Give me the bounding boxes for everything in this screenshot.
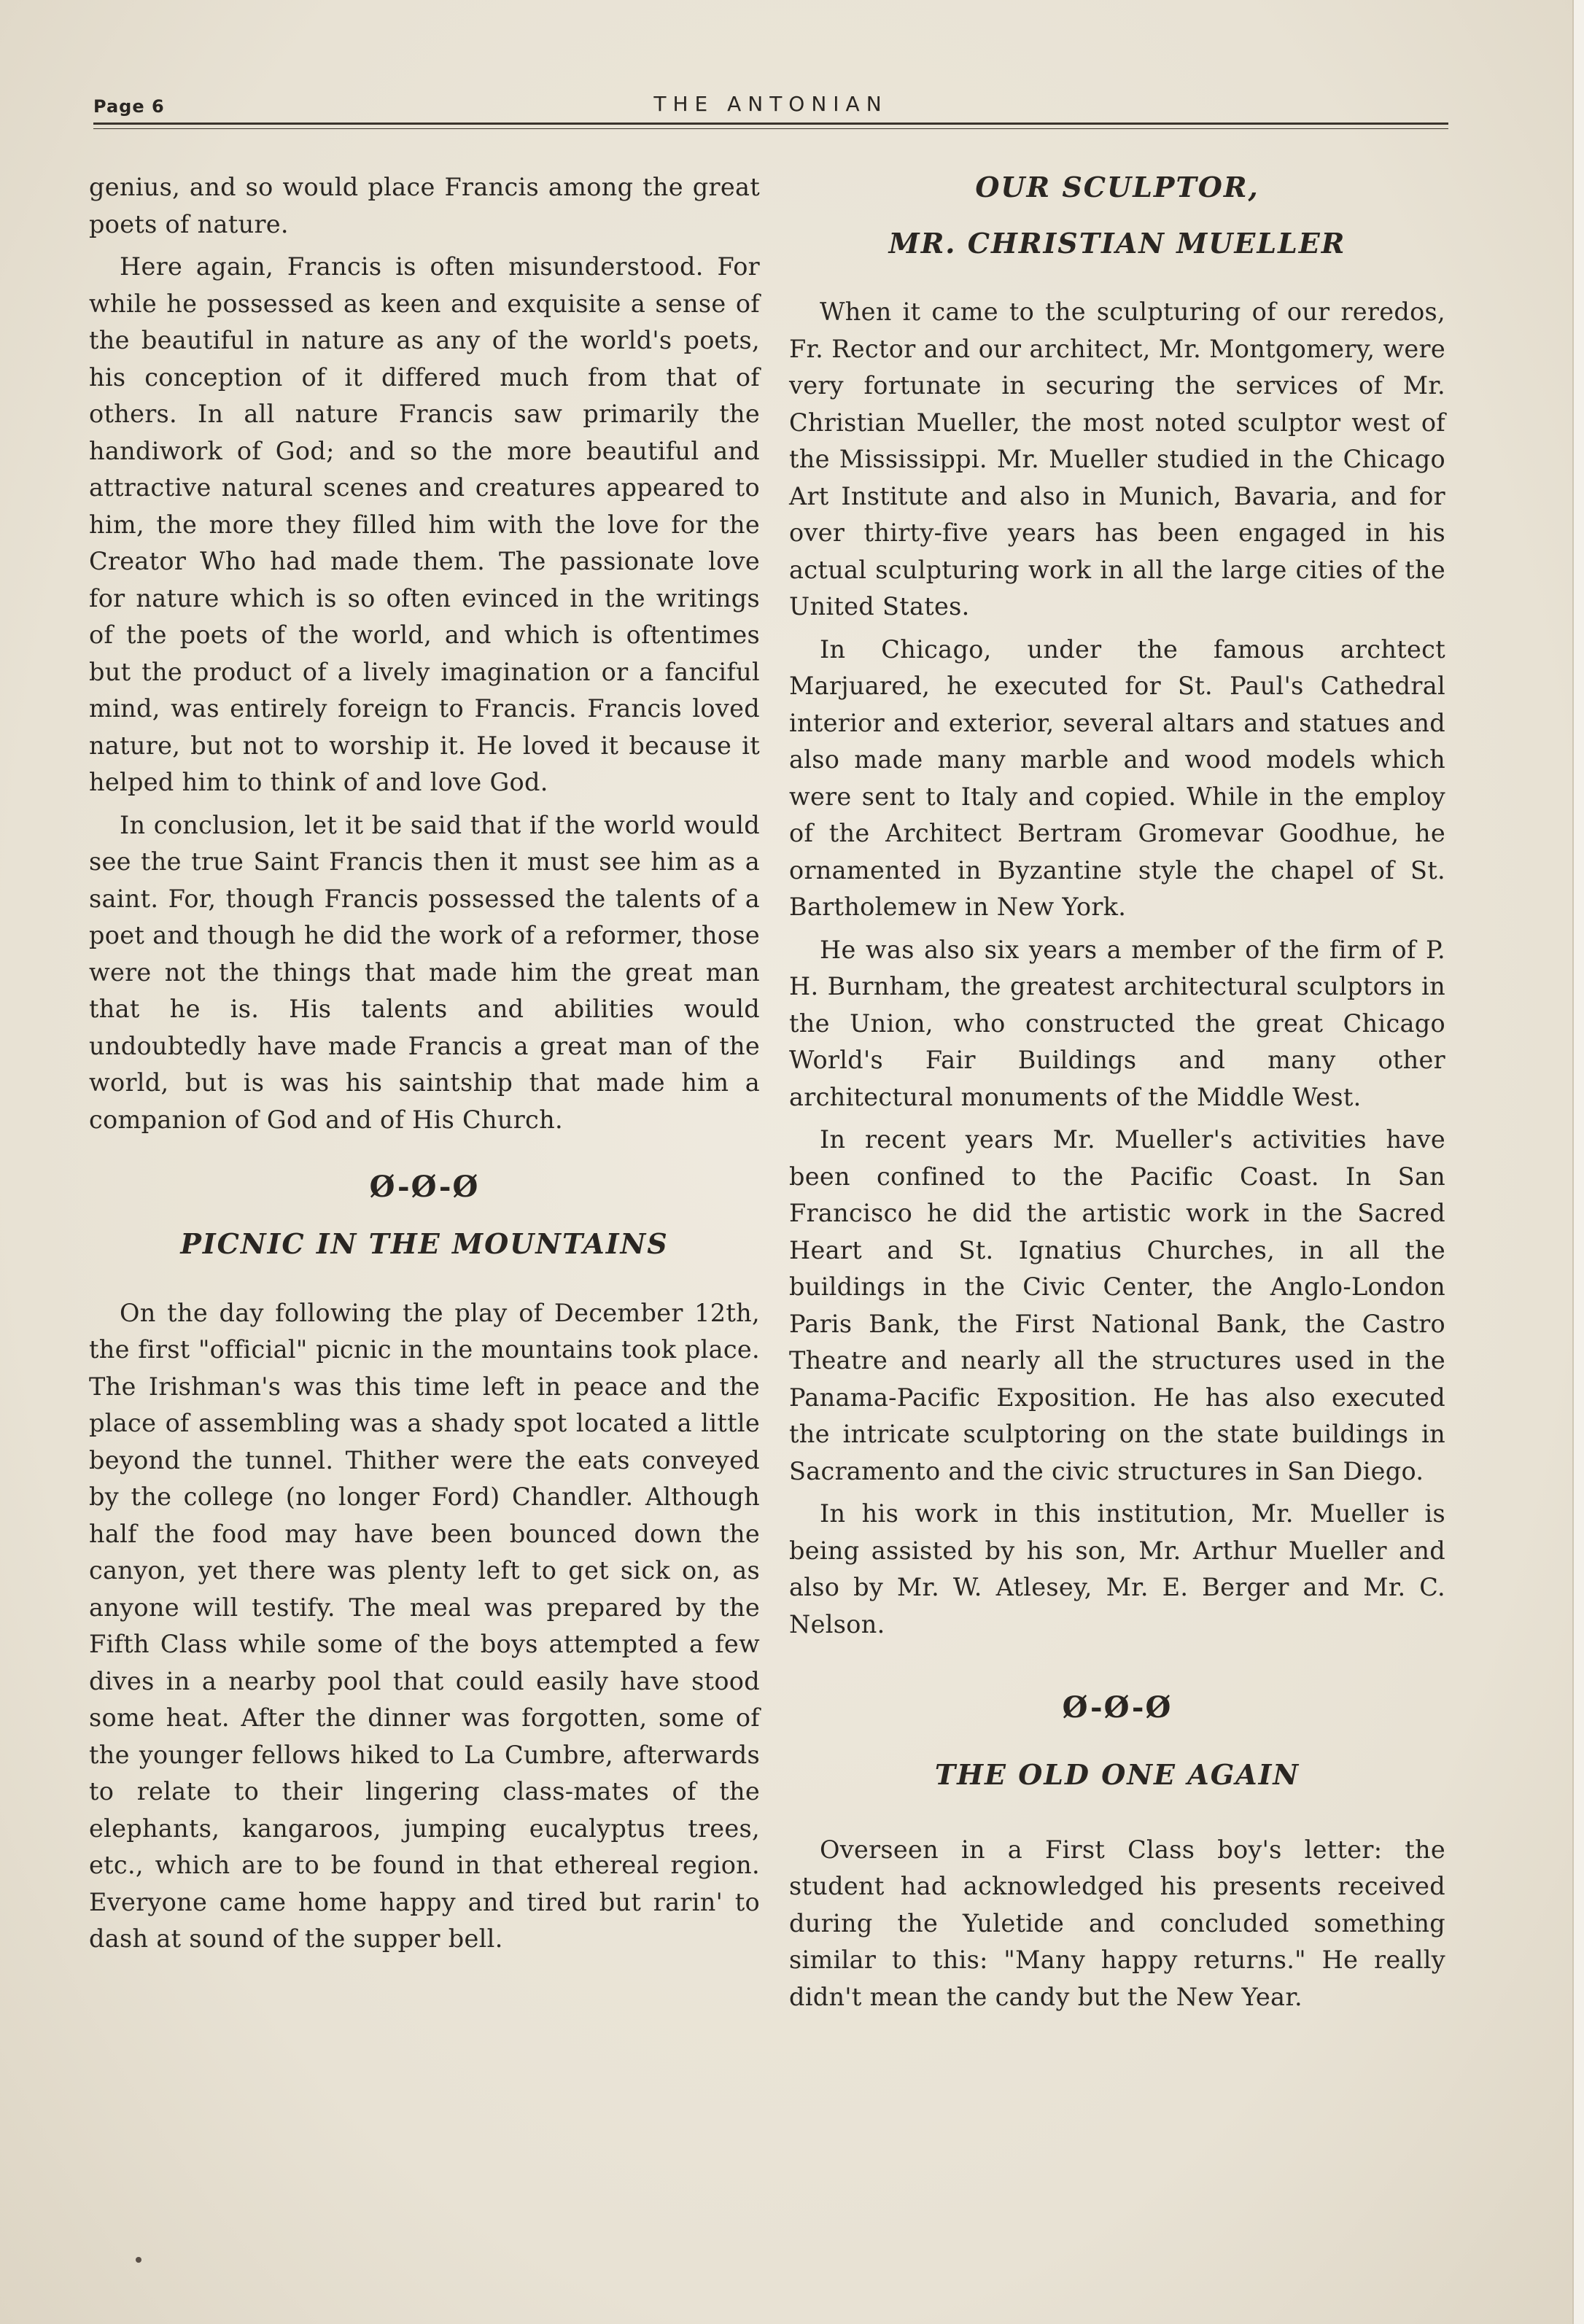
page-edge xyxy=(1572,0,1584,2324)
article-subheading-sculptor: MR. CHRISTIAN MUELLER xyxy=(888,226,1346,260)
article-heading-old-one: THE OLD ONE AGAIN xyxy=(934,1758,1300,1791)
paragraph: On the day following the play of December 12th, the first "official" picnic in the mountains took place. The Irishman's was this time left in peace and the place of assembling was a shady spot located a little beyond the tunnel. Thither were the eats conveyed by the college (no longer Ford) Chandler. Although half the food may have been bounced down the canyon, yet there was plenty left to get sick on, as anyone will testify. The meal was prepared by the Fifth Class while some of the boys attempted a few dives in a nearby pool that could easily have stood some heat. After the dinner was forgotten, some of the younger fellows hiked to La Cumbre, afterwards to relate to their lingering class-mates of the elephants, kangaroos, jumping eucalyptus trees, etc., which are to be found in that ethereal region. Everyone came home happy and tired but rarin' to dash at sound of the supper bell. xyxy=(89,1298,760,1953)
article-heading-picnic: PICNIC IN THE MOUNTAINS xyxy=(180,1227,669,1260)
right-column xyxy=(789,169,1445,2016)
journal-title: THE ANTONIAN xyxy=(653,92,888,116)
header-rule-thin xyxy=(93,128,1448,129)
ink-speck xyxy=(136,2257,141,2263)
article-heading-sculptor: OUR SCULPTOR, xyxy=(975,171,1259,203)
paragraph: In recent years Mr. Mueller's activities have been confined to the Pacific Coast. In San Francisco he did the artistic work in the Sacred Heart and St. Ignatius Churches, in all the buildings in the Civic Center, the Anglo-London Paris Bank, the First National Bank, the Castro Theatre and nearly all the structures used in the Panama-Pacific Exposition. He has also executed the intricate sculptoring on the state buildings in Sacramento and the civic structures in San Diego. xyxy=(789,1125,1445,1485)
paragraph: In his work in this institution, Mr. Mueller is being assisted by his son, Mr. Arthur Mueller and also by Mr. W. Atlesey, Mr. E. Berger and Mr. C. Nelson. xyxy=(789,1499,1445,1639)
header-rule-thick xyxy=(93,123,1448,125)
left-column xyxy=(89,169,760,1958)
paragraph: Overseen in a First Class boy's letter: the student had acknowledged his presents received during the Yuletide and concluded something similar to this: "Many happy returns." He really didn't mean the candy but the New Year. xyxy=(789,1835,1445,2011)
paragraph: genius, and so would place Francis among the great poets of nature. xyxy=(89,173,760,238)
paragraph: He was also six years a member of the firm of P. H. Burnham, the greatest architectural sculptors in the Union, who constructed the great Chicago World's Fair Buildings and many other architectural monuments of the Middle West. xyxy=(789,935,1445,1111)
paragraph: In Chicago, under the famous archtect Marjuared, he executed for St. Paul's Cathedral interior and exterior, several altars and statues and also made many marble and wood models which were sent to Italy and copied. While in the employ of the Architect Bertram Gromevar Goodhue, he ornamented in Byzantine style the chapel of St. Bartholemew in New York. xyxy=(789,634,1445,921)
paragraph: When it came to the sculpturing of our reredos, Fr. Rector and our architect, Mr. Montgomery, were very fortunate in securing the services of Mr. Christian Mueller, the most noted sculptor west of the Mississippi. Mr. Mueller studied in the Chicago Art Institute and also in Munich, Bavaria, and for over thirty-five years has been engaged in his actual sculpturing work in all the large cities of the United States. xyxy=(789,298,1445,621)
section-ornament: Ø-Ø-Ø xyxy=(369,1170,480,1204)
section-ornament: Ø-Ø-Ø xyxy=(1062,1690,1173,1725)
page-number: Page 6 xyxy=(93,96,165,117)
paragraph: Here again, Francis is often misunderstood. For while he possessed as keen and exquisite a sense of the beautiful in nature as any of the world's poets, his conception of it differed much from that of others. In all nature Francis saw primarily the handiwork of God; and so the more beautiful and attractive natural scenes and creatures appeared to him, the more they filled him with the love for the Creator Who had made them. The passionate love for nature which is so often evinced in the writings of the poets of the world, and which is oftentimes but the product of a lively imagination or a fanciful mind, was entirely foreign to Francis. Francis loved nature, but not to worship it. He loved it because it helped him to think of and love God. xyxy=(89,252,760,796)
paragraph: In conclusion, let it be said that if the world would see the true Saint Francis then it must see him as a saint. For, though Francis possessed the talents of a poet and though he did the work of a reformer, those were not the things that made him the great man that he is. His talents and abilities would undoubtedly have made Francis a great man of the world, but is was his saintship that made him a companion of God and of His Church. xyxy=(89,810,760,1134)
